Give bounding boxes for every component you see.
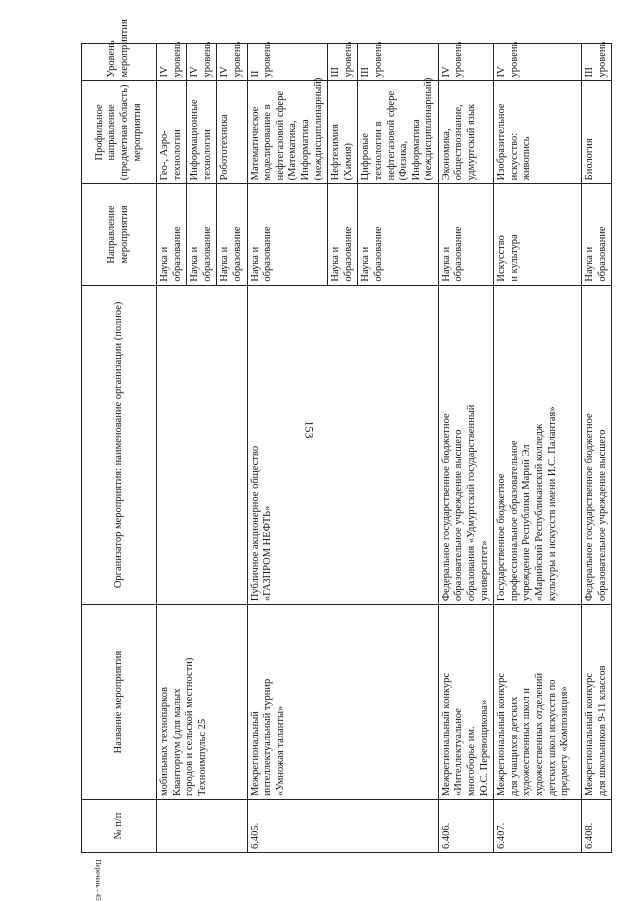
- row-event-name: Межрегиональный интеллектуальный турнир «Умножая таланты»: [247, 605, 438, 800]
- header-organizer: Организатор мероприятия: наименование организации (полное): [82, 285, 157, 605]
- page-number: 153: [302, 420, 317, 438]
- table-row: [494, 44, 582, 853]
- header-level: Уровень мероприятия: [82, 44, 157, 81]
- row-level: II уровень: [247, 44, 328, 81]
- row-profile: Математическое моделирование в нефтегазовой сфере (Математика, Информатика (междисциплинарный): [247, 81, 328, 184]
- header-num: № п/п: [82, 800, 157, 853]
- row-organizer: Федеральное государственное бюджетное образовательное учреждение высшего образования «Удмуртский государственный университет»: [438, 285, 493, 605]
- row-direction: Искусство и культура: [494, 184, 582, 285]
- row-num: 6.407.: [494, 800, 582, 853]
- row-event-name: Межрегиональный конкурс «Интеллектуальное многоборье им. Ю.С. Перевощикова»: [438, 605, 493, 800]
- row-direction: Наука и образование: [157, 184, 187, 285]
- row-direction: Наука и образование: [438, 184, 493, 285]
- row-organizer: [157, 285, 248, 605]
- row-direction: Наука и образование: [187, 184, 217, 285]
- row-profile: Робототехника: [217, 81, 247, 184]
- row-num: [157, 800, 248, 853]
- row-profile: Биология: [582, 81, 612, 184]
- table-row: [438, 44, 493, 853]
- row-organizer: Федеральное государственное бюджетное образовательное учреждение высшего: [582, 285, 612, 605]
- row-num: 6.406.: [438, 800, 493, 853]
- header-profile: Профильное направление (предметная область) мероприятия: [82, 81, 157, 184]
- row-level: IV уровень: [438, 44, 493, 81]
- row-direction: Наука и образование: [582, 184, 612, 285]
- document-table-container: [81, 19, 608, 853]
- row-direction: Наука и образование: [358, 184, 439, 285]
- table-row: [247, 44, 328, 853]
- header-name: Название мероприятия: [82, 605, 157, 800]
- table-row: [582, 44, 612, 853]
- row-profile: Экономика, обществознание, удмуртский язык: [438, 81, 493, 184]
- row-event-name: Межрегиональный конкурс для школьников 9-11 классов: [582, 605, 612, 800]
- row-level: IV уровень: [494, 44, 582, 81]
- row-num: 6.405.: [247, 800, 438, 853]
- row-profile: Цифровые технологии в нефтегазовой сфере (Физика, Информатика (междисциплинарный): [358, 81, 439, 184]
- row-event-name: мобильных технопарков Кванториум (для малых городов и сельской местности) Техноимпульс 25: [157, 605, 248, 800]
- row-level: IV уровень: [157, 44, 187, 81]
- row-event-name: Межрегиональный конкурс для учащихся детских художественных школ и художественных отделений детских школ искусств по предмету «Композиция»: [494, 605, 582, 800]
- row-level: IV уровень: [217, 44, 247, 81]
- table-row: [157, 44, 187, 853]
- row-direction: Наука и образование: [328, 184, 358, 285]
- table-header-row: [82, 44, 157, 853]
- page-footnote: Перечень - 45: [94, 859, 102, 901]
- document-table: [81, 19, 612, 853]
- row-profile: Гео-, Аэро- технологии: [157, 81, 187, 184]
- row-num: 6.408.: [582, 800, 612, 853]
- row-direction: Наука и образование: [217, 184, 247, 285]
- row-level: III уровень: [582, 44, 612, 81]
- row-profile: Нефтехимия (Химия): [328, 81, 358, 184]
- row-profile: Информационные технологии: [187, 81, 217, 184]
- row-organizer: Государственное бюджетное профессиональное образовательное учреждение Республики Марий Эл «Марийский Республиканский колледж культуры и искусств имени И.С. Палантая»: [494, 285, 582, 605]
- header-direction: Направление мероприятия: [82, 184, 157, 285]
- row-level: III уровень: [328, 44, 358, 81]
- row-direction: Наука и образование: [247, 184, 328, 285]
- row-level: III уровень: [358, 44, 439, 81]
- row-organizer: Публичное акционерное общество «ГАЗПРОМ НЕФТЬ»: [247, 285, 438, 605]
- row-profile: Изобразительное искусство: живопись: [494, 81, 582, 184]
- row-level: IV уровень: [187, 44, 217, 81]
